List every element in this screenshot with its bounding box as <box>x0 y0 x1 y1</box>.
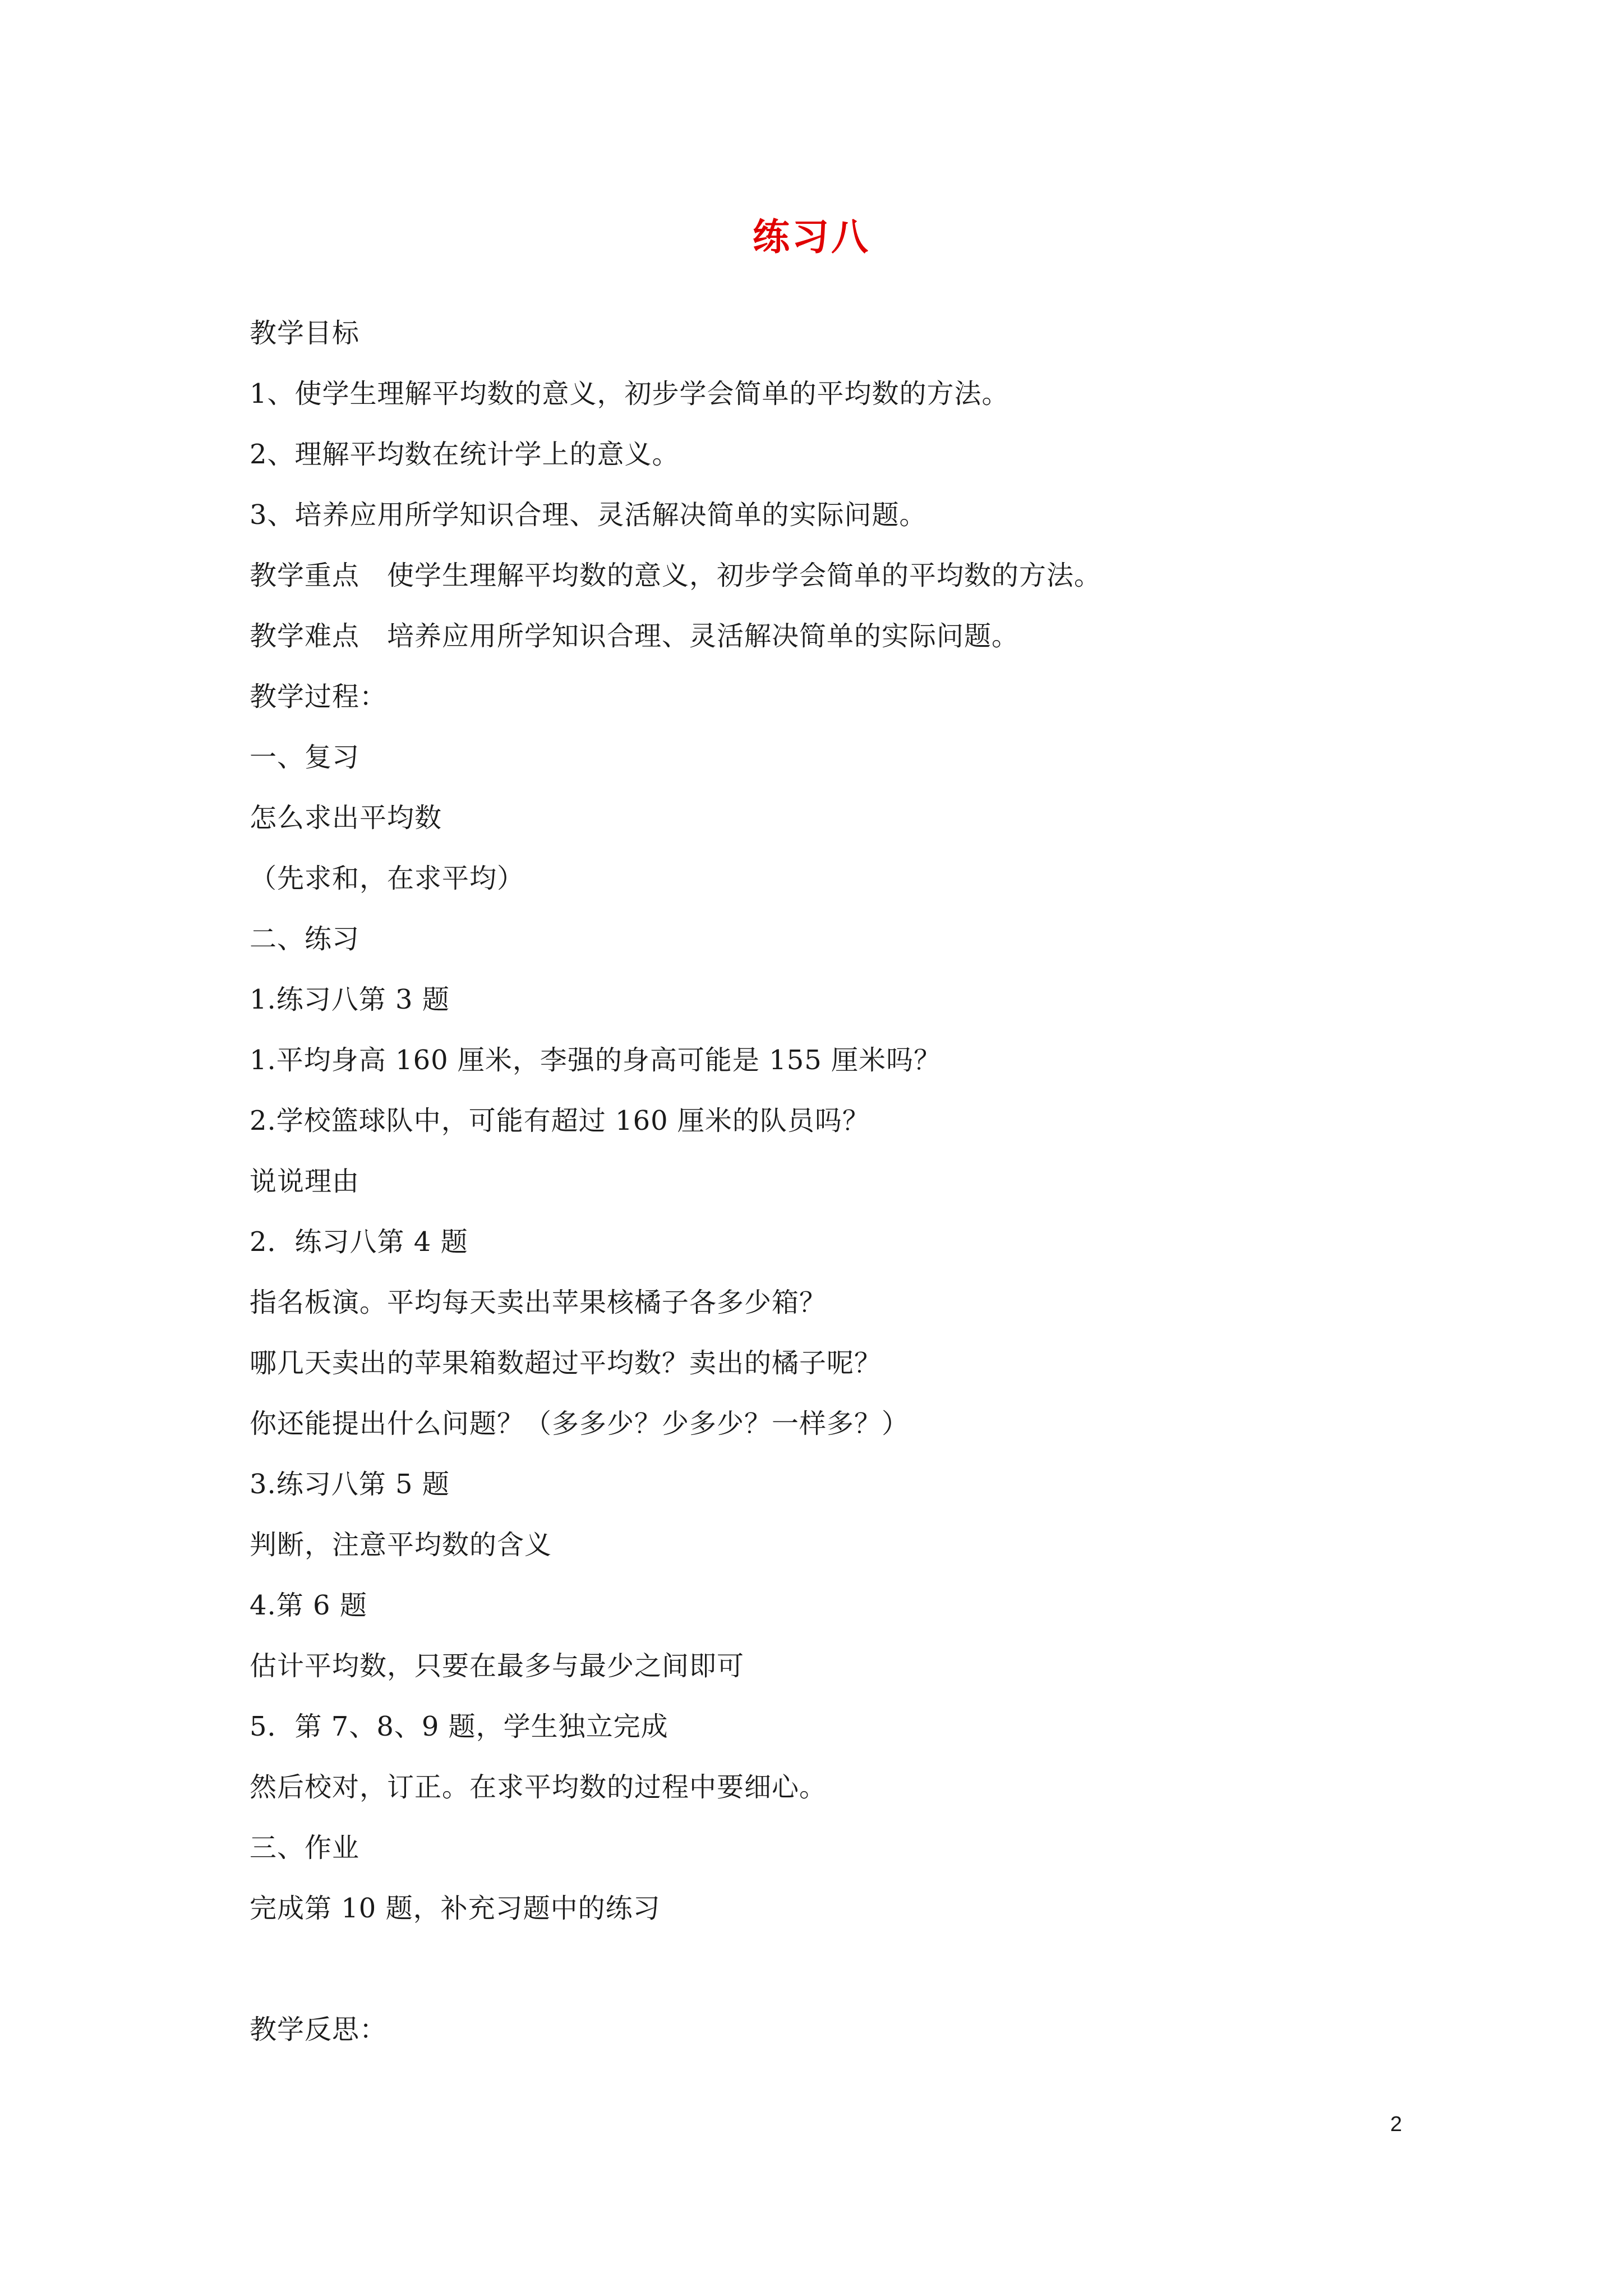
section-heading-homework: 三、作业 <box>250 1832 360 1864</box>
key-point-line: 教学重点 使学生理解平均数的意义，初步学会简单的平均数的方法。 <box>250 560 1102 591</box>
document-body <box>250 303 1427 2060</box>
text-line: 判断，注意平均数的含义 <box>250 1529 552 1561</box>
text-line: 你还能提出什么问题？（多多少？少多少？一样多？） <box>250 1408 910 1439</box>
page-number: 2 <box>1390 2113 1402 2136</box>
objective-item: 3、培养应用所学知识合理、灵活解决简单的实际问题。 <box>250 499 927 531</box>
exercise-heading: 4.第 6 题 <box>250 1590 367 1621</box>
section-heading-process: 教学过程： <box>250 681 388 712</box>
text-line: 哪几天卖出的苹果箱数超过平均数？卖出的橘子呢？ <box>250 1347 882 1379</box>
text-line: 完成第 10 题，补充习题中的练习 <box>250 1893 661 1924</box>
text-line: （先求和，在求平均） <box>250 863 525 894</box>
text-line: 估计平均数，只要在最多与最少之间即可 <box>250 1650 745 1682</box>
text-line: 2.学校篮球队中，可能有超过 160 厘米的队员吗？ <box>250 1105 870 1137</box>
objective-item: 1、使学生理解平均数的意义，初步学会简单的平均数的方法。 <box>250 378 1009 409</box>
difficulty-line: 教学难点 培养应用所学知识合理、灵活解决简单的实际问题。 <box>250 620 1020 652</box>
text-line: 怎么求出平均数 <box>250 802 442 834</box>
exercise-heading: 5．第 7、8、9 题，学生独立完成 <box>250 1711 668 1742</box>
section-heading-practice: 二、练习 <box>250 923 360 955</box>
objective-item: 2、理解平均数在统计学上的意义。 <box>250 439 680 470</box>
reflection-heading: 教学反思： <box>250 2014 388 2045</box>
exercise-heading: 1.练习八第 3 题 <box>250 984 450 1015</box>
text-line: 然后校对，订正。在求平均数的过程中要细心。 <box>250 1772 827 1803</box>
exercise-heading: 2．练习八第 4 题 <box>250 1226 468 1258</box>
text-line: 1.平均身高 160 厘米，李强的身高可能是 155 厘米吗？ <box>250 1045 942 1076</box>
section-heading-objectives: 教学目标 <box>250 318 360 349</box>
exercise-heading: 3.练习八第 5 题 <box>250 1469 450 1500</box>
section-heading-review: 一、复习 <box>250 742 360 773</box>
text-line: 指名板演。平均每天卖出苹果核橘子各多少箱？ <box>250 1287 827 1318</box>
document-title: 练习八 <box>753 215 870 259</box>
text-line: 说说理由 <box>250 1166 360 1197</box>
